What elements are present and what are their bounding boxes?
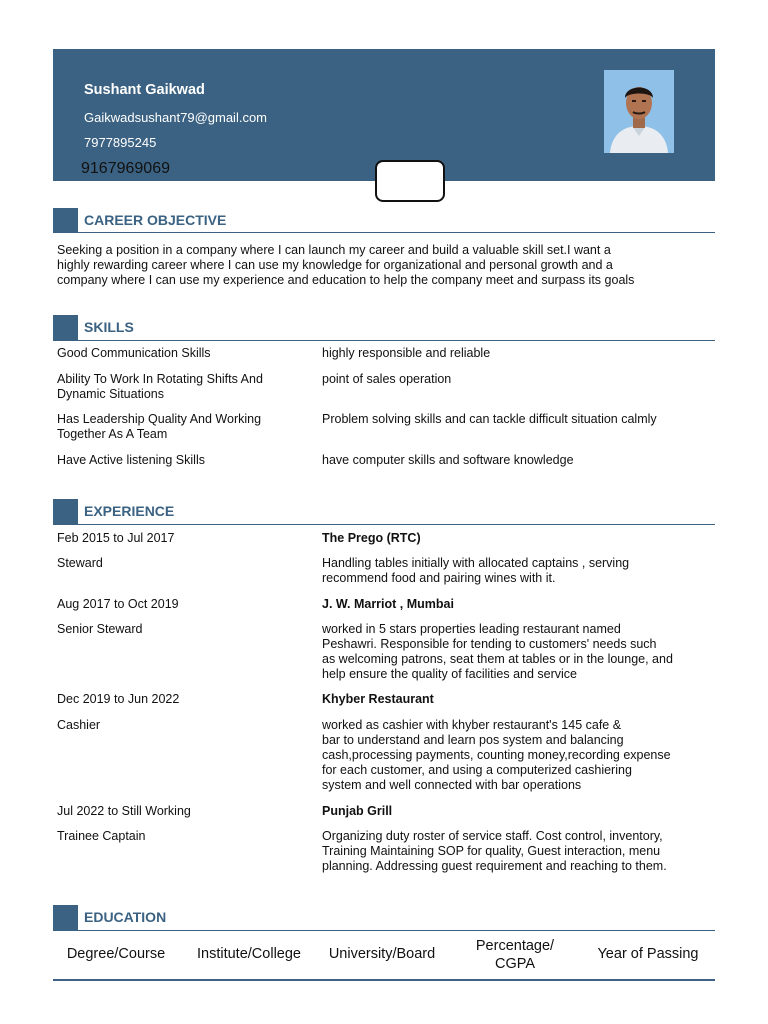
education-heading: EDUCATION (84, 909, 167, 925)
skill-item (322, 346, 717, 361)
job-role: Cashier (57, 718, 101, 732)
section-divider (53, 930, 715, 931)
description-line: system and well connected with bar operations (322, 778, 582, 792)
skill-text: highly responsible and reliable (322, 346, 491, 360)
section-marker (53, 905, 78, 930)
job-description (322, 829, 717, 874)
experience-heading: EXPERIENCE (84, 503, 175, 519)
description-line: worked as cashier with khyber restaurant's 145 cafe & (322, 718, 622, 732)
description-line: Organizing duty roster of service staff. Cost control, inventory, (322, 829, 663, 843)
skill-text: Has Leadership Quality And Working (57, 412, 262, 426)
section-divider (53, 340, 715, 341)
description-line: Handling tables initially with allocated captains , serving (322, 556, 630, 570)
job-description (322, 556, 717, 586)
description-line: cash,processing payments, counting money,recording expense (322, 748, 671, 762)
section-divider (53, 232, 715, 233)
career-objective-text (57, 243, 707, 288)
skill-text: Ability To Work In Rotating Shifts And (57, 372, 263, 386)
skill-item (322, 453, 717, 468)
description-line: help ensure the quality of facilities and service (322, 667, 578, 681)
skill-item (57, 372, 307, 402)
description-line: Training Maintaining SOP for quality, Guest interaction, menu (322, 844, 661, 858)
skills-heading: SKILLS (84, 319, 134, 335)
profile-photo-illustration (604, 70, 674, 153)
job-dates: Aug 2017 to Oct 2019 (57, 597, 179, 611)
profile-photo (604, 70, 674, 153)
description-line: worked in 5 stars properties leading restaurant named (322, 622, 621, 636)
skill-text: Dynamic Situations (57, 387, 164, 401)
job-company: Punjab Grill (322, 804, 393, 818)
skill-item (57, 412, 307, 442)
header-line: Percentage/ (475, 938, 555, 954)
email-address: Gaikwadsushant79@gmail.com (84, 110, 268, 125)
job-dates: Jul 2022 to Still Working (57, 804, 191, 818)
job-company: The Prego (RTC) (322, 531, 421, 545)
education-column-institute: Institute/College (197, 946, 301, 962)
job-dates: Dec 2019 to Jun 2022 (57, 692, 180, 706)
section-divider (53, 524, 715, 525)
description-line: bar to understand and learn pos system and balancing (322, 733, 624, 747)
skill-item (57, 453, 307, 468)
objective-line: company where I can use my experience and education to help the company meet and surpass its goals (57, 273, 635, 287)
skill-text: Problem solving skills and can tackle difficult situation calmly (322, 412, 657, 426)
skill-item (322, 412, 717, 427)
objective-line: highly rewarding career where I can use my knowledge for organizational and personal growth and a (57, 258, 613, 272)
job-company: J. W. Marriot , Mumbai (322, 597, 454, 611)
education-column-degree: Degree/Course (66, 946, 166, 962)
candidate-name: Sushant Gaikwad (84, 82, 205, 98)
education-column-year: Year of Passing (597, 946, 699, 962)
skill-item (322, 372, 717, 387)
description-line: planning. Addressing guest requirement and reaching to them. (322, 859, 667, 873)
description-line: Peshawri. Responsible for tending to customers' needs such (322, 637, 657, 651)
section-marker (53, 208, 78, 233)
table-bottom-rule (53, 979, 715, 981)
job-description (322, 622, 717, 682)
section-marker (53, 315, 78, 340)
career-objective-heading: CAREER OBJECTIVE (84, 212, 227, 228)
job-description (322, 718, 717, 793)
objective-line: Seeking a position in a company where I can launch my career and build a valuable skill set.I want a (57, 243, 611, 257)
skill-text: Good Communication Skills (57, 346, 211, 360)
job-company: Khyber Restaurant (322, 692, 434, 706)
job-role: Trainee Captain (57, 829, 146, 843)
skill-text: point of sales operation (322, 372, 452, 386)
skill-text: have computer skills and software knowledge (322, 453, 574, 467)
phone-secondary: 9167969069 (81, 160, 170, 177)
header-line: CGPA (494, 956, 536, 972)
job-dates: Feb 2015 to Jul 2017 (57, 531, 175, 545)
education-column-percentage (455, 937, 575, 973)
skill-item (57, 346, 307, 361)
phone-primary: 7977895245 (84, 135, 157, 150)
section-marker (53, 499, 78, 524)
job-role: Steward (57, 556, 103, 570)
description-line: for each customer, and using a computerized cashiering (322, 763, 632, 777)
description-line: recommend food and pairing wines with it. (322, 571, 556, 585)
skill-text: Together As A Team (57, 427, 168, 441)
rounded-rectangle-shape (375, 160, 445, 202)
education-column-university: University/Board (328, 946, 436, 962)
description-line: as welcoming patrons, seat them at tables or in the lounge, and (322, 652, 673, 666)
skill-text: Have Active listening Skills (57, 453, 205, 467)
job-role: Senior Steward (57, 622, 143, 636)
